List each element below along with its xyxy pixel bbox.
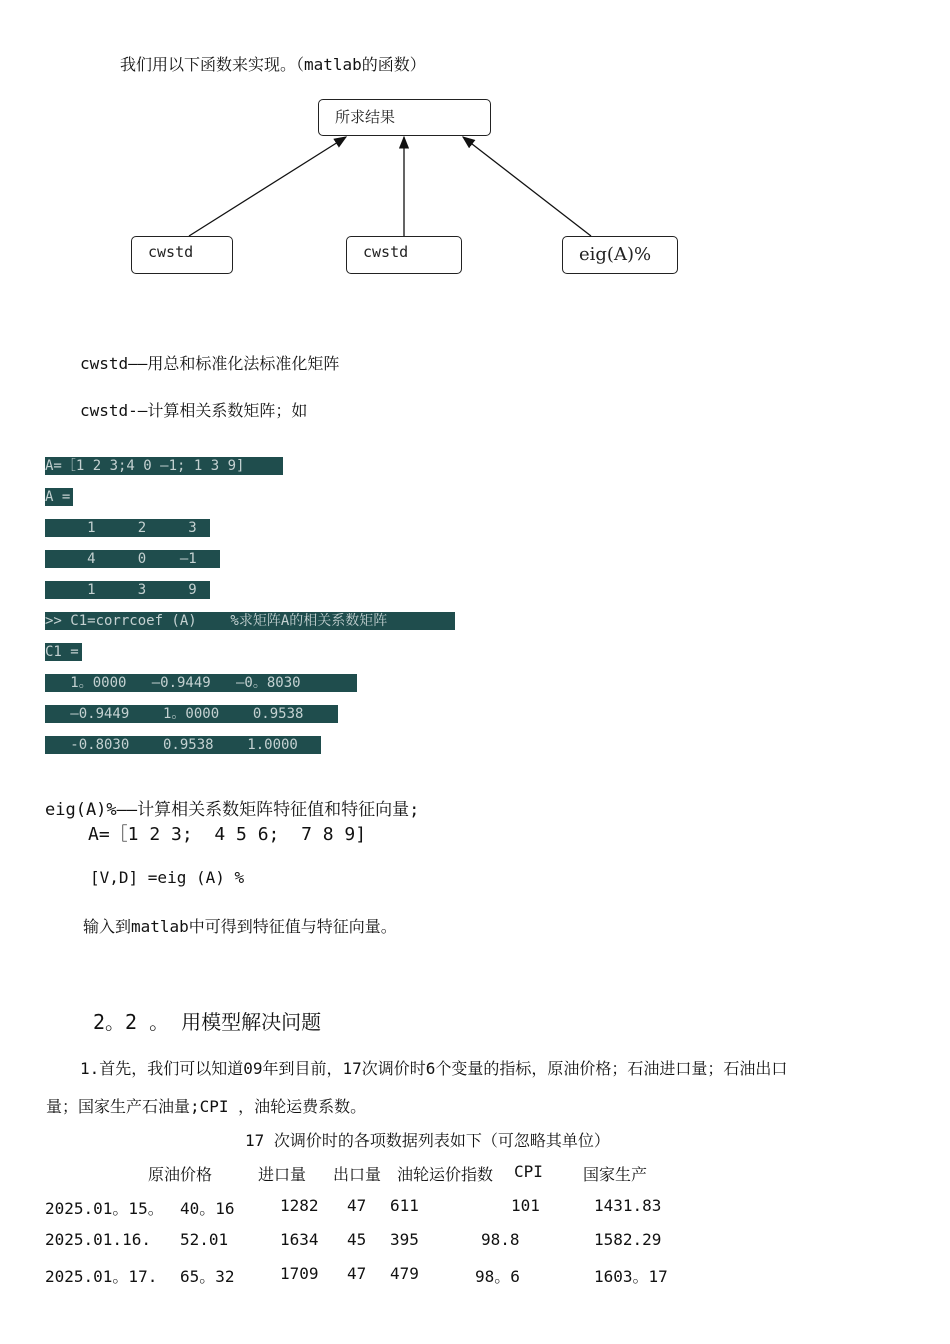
eig-matrix-definition: A=［1 2 3; 4 5 6; 7 8 9]: [88, 824, 367, 845]
eig-description: eig(A)%——计算相关系数矩阵特征值和特征向量;: [45, 800, 420, 820]
arrow-right: [463, 137, 591, 236]
header-tanker-index: 油轮运价指数: [397, 1165, 494, 1184]
cell-export: 47: [347, 1264, 367, 1283]
paragraph-line-1: 1.首先，我们可以知道09年到目前，17次调价时6个变量的指标，原油价格；石油进口量；石油出口: [80, 1059, 788, 1078]
code-line: A =: [45, 488, 73, 506]
cell-date: 2025.01。17.: [45, 1267, 158, 1286]
cwstd-left-label: cwstd: [148, 243, 194, 261]
cell-import: 1634: [280, 1230, 319, 1249]
header-crude-price: 原油价格: [148, 1165, 213, 1184]
cell-tanker: 479: [390, 1264, 419, 1283]
code-line: A=［1 2 3;4 0 —1; 1 3 9]: [45, 457, 283, 475]
header-production: 国家生产: [583, 1165, 648, 1184]
cell-cpi: 98。6: [475, 1267, 520, 1286]
cell-production: 1603。17: [594, 1267, 668, 1286]
code-line: -0.8030 0.9538 1.0000: [45, 736, 321, 754]
eig-box-right: [562, 236, 678, 274]
header-import: 进口量: [258, 1165, 307, 1184]
cell-date: 2025.01。15。: [45, 1199, 164, 1218]
cell-crude: 40。16: [180, 1199, 235, 1218]
cell-production: 1431.83: [594, 1196, 662, 1215]
cell-date: 2025.01.16.: [45, 1230, 151, 1249]
code-line: >> C1=corrcoef (A) %求矩阵A的相关系数矩阵: [45, 612, 455, 630]
result-label: 所求结果: [335, 108, 396, 126]
code-line: 1 2 3: [45, 519, 210, 537]
cell-import: 1709: [280, 1264, 319, 1283]
cell-crude: 65。32: [180, 1267, 235, 1286]
arrow-left: [189, 137, 346, 236]
code-line: C1 =: [45, 643, 82, 661]
cell-tanker: 611: [390, 1196, 419, 1215]
result-box: [318, 99, 491, 136]
header-cpi: CPI: [514, 1162, 543, 1181]
eig-call: [V,D] =eig (A) %: [90, 868, 245, 887]
cwstd-box-middle: [346, 236, 462, 274]
section-title: 2。2 。 用模型解决问题: [93, 1010, 322, 1034]
cwstd-box-left: [131, 236, 233, 274]
header-export: 出口量: [333, 1165, 382, 1184]
code-line: 1 3 9: [45, 581, 210, 599]
cell-cpi: 98.8: [481, 1230, 520, 1249]
paragraph-line-2: 量；国家生产石油量;CPI ，油轮运费系数。: [46, 1097, 367, 1116]
cwstd-description-2: cwstd-—计算相关系数矩阵；如: [80, 401, 308, 420]
cell-production: 1582.29: [594, 1230, 662, 1249]
cwstd-description-1: cwstd——用总和标准化法标准化矩阵: [80, 354, 340, 373]
eig-note: 输入到matlab中可得到特征值与特征向量。: [83, 917, 397, 936]
cell-export: 45: [347, 1230, 367, 1249]
cell-export: 47: [347, 1196, 367, 1215]
code-line: 4 0 —1: [45, 550, 220, 568]
intro-text: 我们用以下函数来实现。（matlab的函数）: [120, 55, 426, 74]
code-line: —0.9449 1。0000 0.9538: [45, 705, 338, 723]
cell-import: 1282: [280, 1196, 319, 1215]
cell-cpi: 101: [511, 1196, 540, 1215]
cell-tanker: 395: [390, 1230, 419, 1249]
cell-crude: 52.01: [180, 1230, 229, 1249]
code-line: 1。0000 —0.9449 —0。8030: [45, 674, 357, 692]
cwstd-middle-label: cwstd: [363, 243, 409, 261]
eig-label: eig(A)%: [579, 244, 652, 265]
table-caption: 17 次调价时的各项数据列表如下（可忽略其单位）: [245, 1131, 610, 1150]
